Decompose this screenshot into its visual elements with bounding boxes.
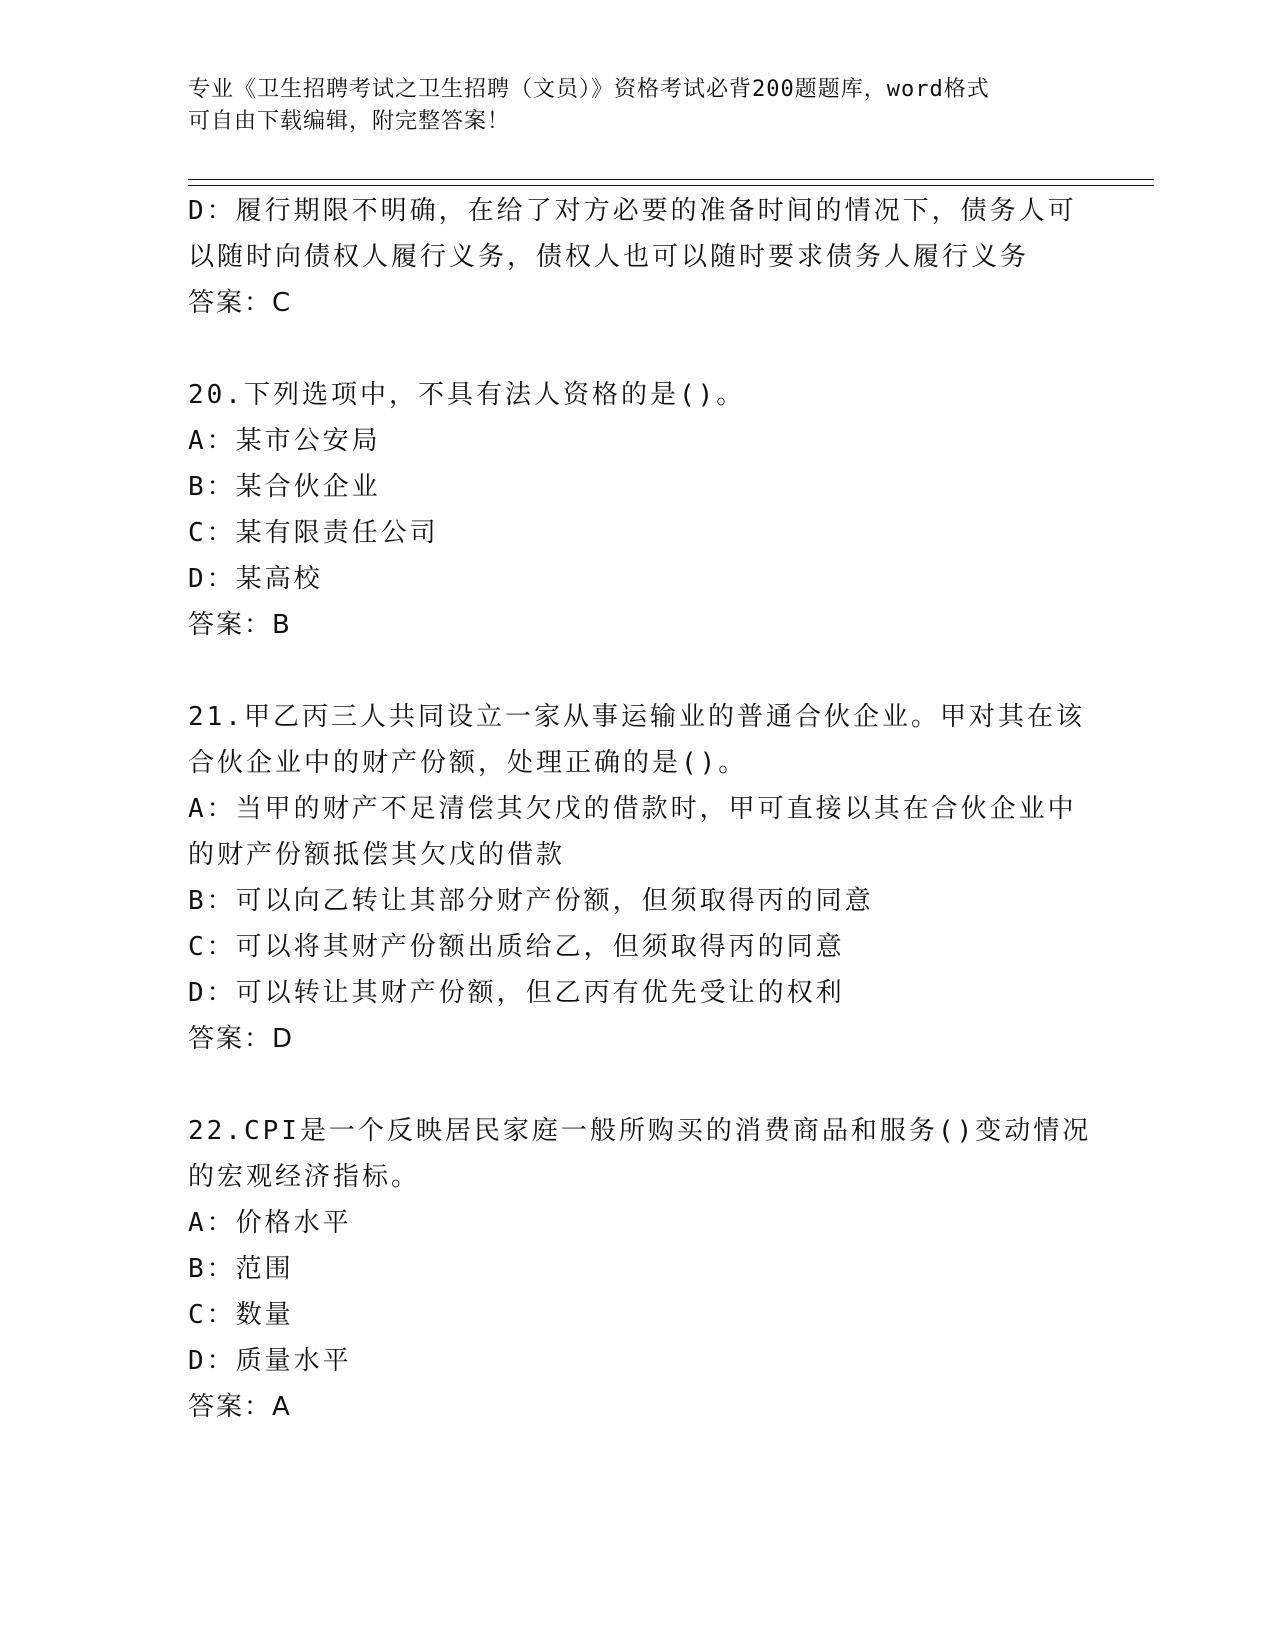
- option-d: D：质量水平: [188, 1346, 352, 1376]
- option-b: B：某合伙企业: [188, 472, 381, 502]
- option-d-line-2: 以随时向债权人履行义务，债权人也可以随时要求债务人履行义务: [188, 242, 1030, 272]
- option-b: B：范围: [188, 1254, 294, 1284]
- option-c: C：可以将其财产份额出质给乙，但须取得丙的同意: [188, 932, 845, 962]
- option-b: B：可以向乙转让其部分财产份额，但须取得丙的同意: [188, 886, 874, 916]
- previous-question-tail: [188, 188, 1088, 326]
- answer-line: 答案：D: [188, 1024, 295, 1054]
- header-line-2: 可自由下载编辑，附完整答案！: [188, 109, 511, 134]
- answer-line: 答案：C: [188, 288, 293, 318]
- answer-line: 答案：A: [188, 1392, 292, 1422]
- question-stem-line: 的宏观经济指标。: [188, 1162, 421, 1192]
- header-rule-bottom: [188, 185, 1154, 186]
- answer-line: 答案：B: [188, 610, 292, 640]
- option-d: D：可以转让其财产份额，但乙丙有优先受让的权利: [188, 978, 845, 1008]
- question-stem-line: 22.CPI是一个反映居民家庭一般所购买的消费商品和服务()变动情况: [188, 1116, 1092, 1146]
- question-stem-line: 20.下列选项中，不具有法人资格的是()。: [188, 380, 746, 410]
- question-22: [188, 1108, 1092, 1430]
- option-c: C：数量: [188, 1300, 294, 1330]
- question-20: [188, 372, 1088, 648]
- question-stem-line: 21.甲乙丙三人共同设立一家从事运输业的普通合伙企业。甲对其在该: [188, 702, 1085, 732]
- header-rule-top: [188, 179, 1154, 180]
- option-c: C：某有限责任公司: [188, 518, 439, 548]
- option-a: A：当甲的财产不足清偿其欠戊的借款时，甲可直接以其在合伙企业中: [188, 794, 1077, 824]
- document-body: [188, 188, 1092, 1430]
- header-line-1: 专业《卫生招聘考试之卫生招聘（文员）》资格考试必背200题题库，word格式: [188, 77, 990, 102]
- question-spacer: [188, 648, 1088, 694]
- question-spacer: [188, 1062, 1088, 1108]
- option-a: A：某市公安局: [188, 426, 381, 456]
- question-spacer: [188, 326, 1088, 372]
- question-stem-line: 合伙企业中的财产份额，处理正确的是()。: [188, 748, 748, 778]
- document-header: [188, 74, 1088, 138]
- option-a: A：价格水平: [188, 1208, 352, 1238]
- option-d-line-1: D：履行期限不明确，在给了对方必要的准备时间的情况下，债务人可: [188, 196, 1077, 226]
- question-21: [188, 694, 1088, 1062]
- option-a-continued: 的财产份额抵偿其欠戊的借款: [188, 840, 566, 870]
- option-d: D：某高校: [188, 564, 323, 594]
